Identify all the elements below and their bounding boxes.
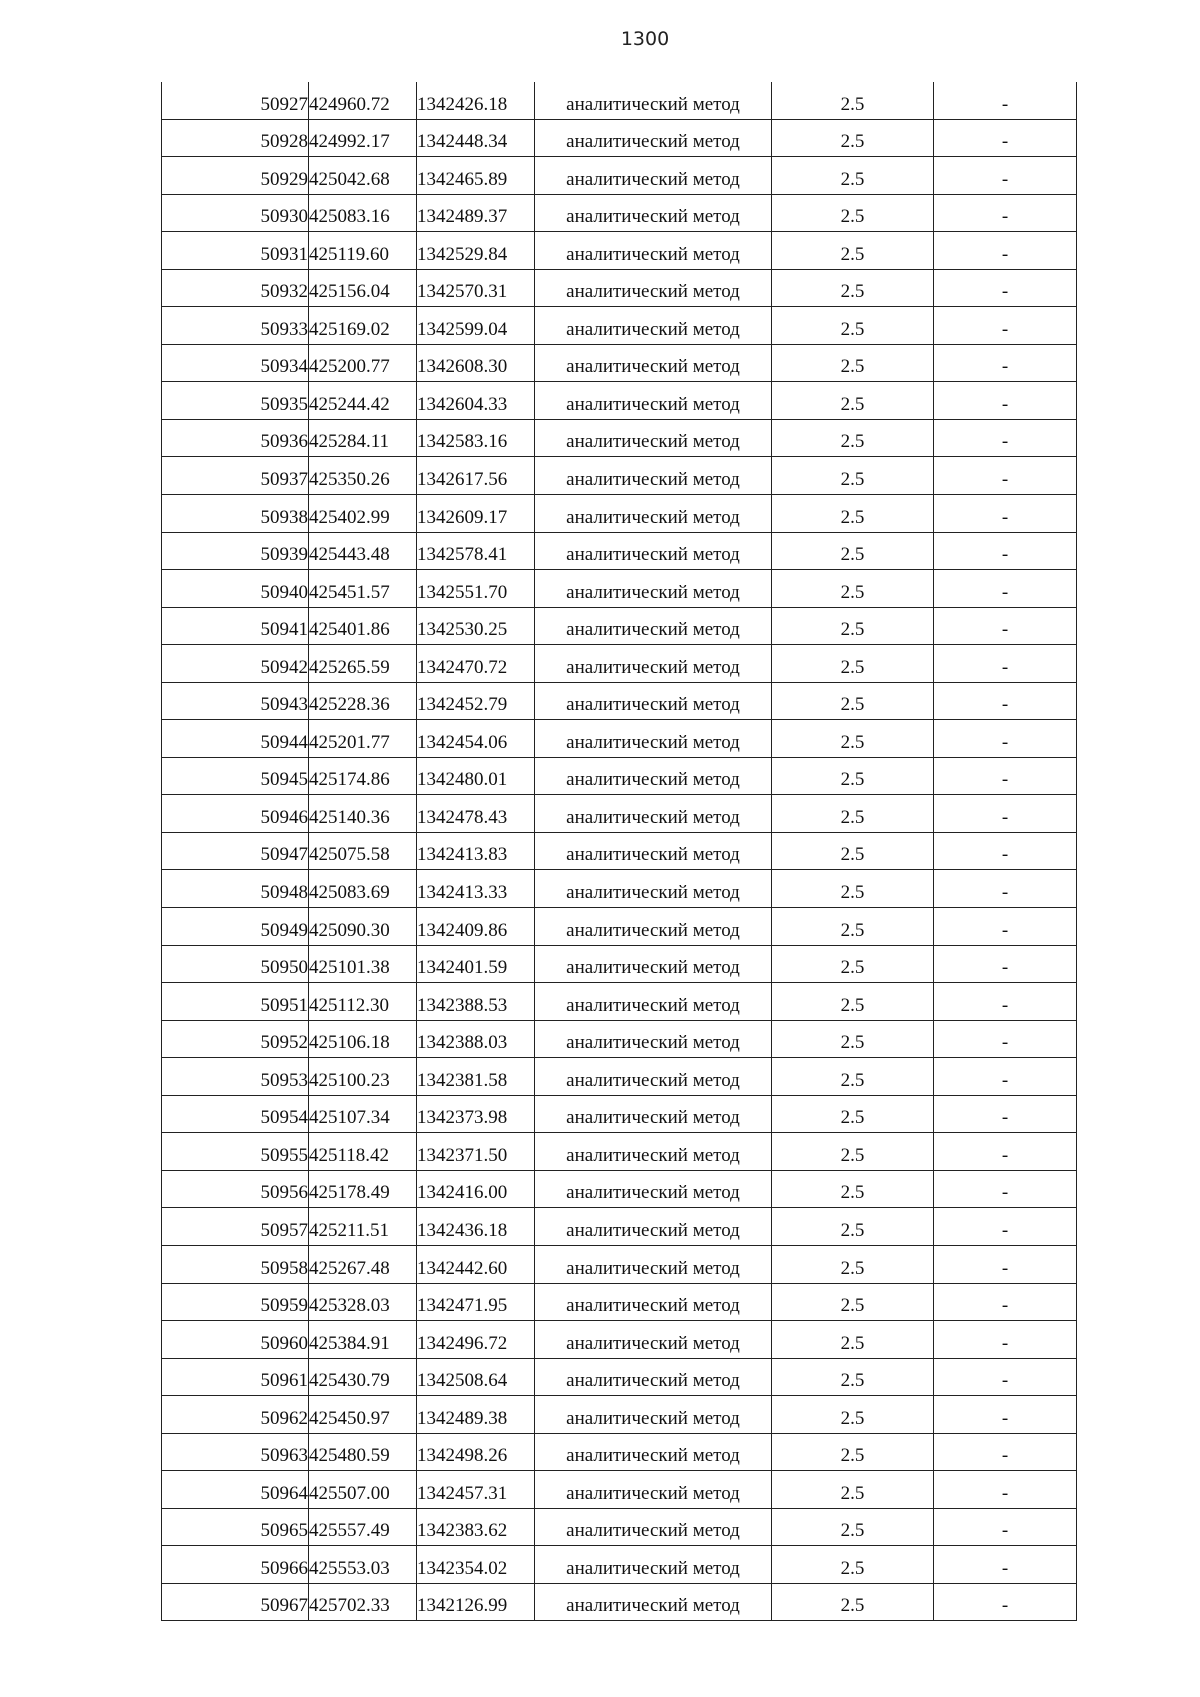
method-cell: аналитический метод bbox=[535, 382, 772, 420]
point-number-cell: 50942 bbox=[162, 645, 309, 683]
method-cell: аналитический метод bbox=[535, 419, 772, 457]
method-cell: аналитический метод bbox=[535, 1546, 772, 1584]
accuracy-cell: 2.5 bbox=[772, 1508, 934, 1546]
method-cell: аналитический метод bbox=[535, 607, 772, 645]
point-number-cell: 50963 bbox=[162, 1433, 309, 1471]
table-row bbox=[162, 795, 1077, 833]
table-row bbox=[162, 1095, 1077, 1133]
note-cell: - bbox=[934, 119, 1077, 157]
y-coordinate-cell: 1342570.31 bbox=[417, 269, 535, 307]
accuracy-cell: 2.5 bbox=[772, 1283, 934, 1321]
accuracy-cell: 2.5 bbox=[772, 1095, 934, 1133]
coordinates-table bbox=[161, 82, 1077, 1621]
x-coordinate-cell: 425100.23 bbox=[309, 1058, 417, 1096]
note-cell: - bbox=[934, 495, 1077, 533]
accuracy-cell: 2.5 bbox=[772, 870, 934, 908]
note-cell: - bbox=[934, 1433, 1077, 1471]
x-coordinate-cell: 425075.58 bbox=[309, 832, 417, 870]
table-row bbox=[162, 382, 1077, 420]
x-coordinate-cell: 425118.42 bbox=[309, 1133, 417, 1171]
accuracy-cell: 2.5 bbox=[772, 307, 934, 345]
y-coordinate-cell: 1342489.37 bbox=[417, 194, 535, 232]
y-coordinate-cell: 1342388.03 bbox=[417, 1020, 535, 1058]
accuracy-cell: 2.5 bbox=[772, 194, 934, 232]
coordinates-table-body bbox=[162, 82, 1077, 1621]
y-coordinate-cell: 1342609.17 bbox=[417, 495, 535, 533]
method-cell: аналитический метод bbox=[535, 870, 772, 908]
x-coordinate-cell: 425328.03 bbox=[309, 1283, 417, 1321]
note-cell: - bbox=[934, 757, 1077, 795]
table-row bbox=[162, 570, 1077, 608]
table-row bbox=[162, 682, 1077, 720]
point-number-cell: 50935 bbox=[162, 382, 309, 420]
method-cell: аналитический метод bbox=[535, 1471, 772, 1509]
accuracy-cell: 2.5 bbox=[772, 607, 934, 645]
table-row bbox=[162, 720, 1077, 758]
y-coordinate-cell: 1342126.99 bbox=[417, 1583, 535, 1621]
accuracy-cell: 2.5 bbox=[772, 382, 934, 420]
point-number-cell: 50949 bbox=[162, 908, 309, 946]
x-coordinate-cell: 425174.86 bbox=[309, 757, 417, 795]
table-row bbox=[162, 1546, 1077, 1584]
x-coordinate-cell: 425451.57 bbox=[309, 570, 417, 608]
x-coordinate-cell: 425267.48 bbox=[309, 1245, 417, 1283]
table-row bbox=[162, 645, 1077, 683]
method-cell: аналитический метод bbox=[535, 1508, 772, 1546]
note-cell: - bbox=[934, 532, 1077, 570]
point-number-cell: 50951 bbox=[162, 983, 309, 1021]
point-number-cell: 50933 bbox=[162, 307, 309, 345]
accuracy-cell: 2.5 bbox=[772, 1433, 934, 1471]
note-cell: - bbox=[934, 682, 1077, 720]
accuracy-cell: 2.5 bbox=[772, 1396, 934, 1434]
y-coordinate-cell: 1342436.18 bbox=[417, 1208, 535, 1246]
note-cell: - bbox=[934, 419, 1077, 457]
y-coordinate-cell: 1342457.31 bbox=[417, 1471, 535, 1509]
x-coordinate-cell: 425200.77 bbox=[309, 344, 417, 382]
accuracy-cell: 2.5 bbox=[772, 495, 934, 533]
x-coordinate-cell: 425201.77 bbox=[309, 720, 417, 758]
method-cell: аналитический метод bbox=[535, 983, 772, 1021]
y-coordinate-cell: 1342381.58 bbox=[417, 1058, 535, 1096]
accuracy-cell: 2.5 bbox=[772, 419, 934, 457]
point-number-cell: 50941 bbox=[162, 607, 309, 645]
y-coordinate-cell: 1342551.70 bbox=[417, 570, 535, 608]
x-coordinate-cell: 425101.38 bbox=[309, 945, 417, 983]
x-coordinate-cell: 425265.59 bbox=[309, 645, 417, 683]
table-row bbox=[162, 495, 1077, 533]
accuracy-cell: 2.5 bbox=[772, 645, 934, 683]
accuracy-cell: 2.5 bbox=[772, 908, 934, 946]
note-cell: - bbox=[934, 832, 1077, 870]
y-coordinate-cell: 1342465.89 bbox=[417, 157, 535, 195]
y-coordinate-cell: 1342608.30 bbox=[417, 344, 535, 382]
y-coordinate-cell: 1342480.01 bbox=[417, 757, 535, 795]
note-cell: - bbox=[934, 908, 1077, 946]
method-cell: аналитический метод bbox=[535, 1321, 772, 1359]
table-row bbox=[162, 757, 1077, 795]
note-cell: - bbox=[934, 1321, 1077, 1359]
accuracy-cell: 2.5 bbox=[772, 1583, 934, 1621]
accuracy-cell: 2.5 bbox=[772, 720, 934, 758]
y-coordinate-cell: 1342383.62 bbox=[417, 1508, 535, 1546]
page-number: 1300 bbox=[620, 28, 670, 50]
method-cell: аналитический метод bbox=[535, 1208, 772, 1246]
y-coordinate-cell: 1342452.79 bbox=[417, 682, 535, 720]
x-coordinate-cell: 425702.33 bbox=[309, 1583, 417, 1621]
method-cell: аналитический метод bbox=[535, 1396, 772, 1434]
y-coordinate-cell: 1342371.50 bbox=[417, 1133, 535, 1171]
accuracy-cell: 2.5 bbox=[772, 832, 934, 870]
method-cell: аналитический метод bbox=[535, 908, 772, 946]
note-cell: - bbox=[934, 720, 1077, 758]
table-row bbox=[162, 1433, 1077, 1471]
method-cell: аналитический метод bbox=[535, 1058, 772, 1096]
point-number-cell: 50952 bbox=[162, 1020, 309, 1058]
point-number-cell: 50950 bbox=[162, 945, 309, 983]
point-number-cell: 50944 bbox=[162, 720, 309, 758]
note-cell: - bbox=[934, 1583, 1077, 1621]
accuracy-cell: 2.5 bbox=[772, 1471, 934, 1509]
method-cell: аналитический метод bbox=[535, 457, 772, 495]
point-number-cell: 50947 bbox=[162, 832, 309, 870]
accuracy-cell: 2.5 bbox=[772, 1208, 934, 1246]
x-coordinate-cell: 425284.11 bbox=[309, 419, 417, 457]
table-row bbox=[162, 1245, 1077, 1283]
y-coordinate-cell: 1342448.34 bbox=[417, 119, 535, 157]
method-cell: аналитический метод bbox=[535, 1133, 772, 1171]
note-cell: - bbox=[934, 1245, 1077, 1283]
y-coordinate-cell: 1342529.84 bbox=[417, 232, 535, 270]
accuracy-cell: 2.5 bbox=[772, 757, 934, 795]
table-row bbox=[162, 232, 1077, 270]
y-coordinate-cell: 1342454.06 bbox=[417, 720, 535, 758]
point-number-cell: 50954 bbox=[162, 1095, 309, 1133]
accuracy-cell: 2.5 bbox=[772, 119, 934, 157]
accuracy-cell: 2.5 bbox=[772, 983, 934, 1021]
y-coordinate-cell: 1342508.64 bbox=[417, 1358, 535, 1396]
y-coordinate-cell: 1342413.83 bbox=[417, 832, 535, 870]
accuracy-cell: 2.5 bbox=[772, 269, 934, 307]
x-coordinate-cell: 425244.42 bbox=[309, 382, 417, 420]
y-coordinate-cell: 1342426.18 bbox=[417, 82, 535, 119]
accuracy-cell: 2.5 bbox=[772, 1020, 934, 1058]
point-number-cell: 50956 bbox=[162, 1170, 309, 1208]
note-cell: - bbox=[934, 645, 1077, 683]
method-cell: аналитический метод bbox=[535, 157, 772, 195]
table-row bbox=[162, 832, 1077, 870]
accuracy-cell: 2.5 bbox=[772, 232, 934, 270]
note-cell: - bbox=[934, 1058, 1077, 1096]
table-row bbox=[162, 194, 1077, 232]
accuracy-cell: 2.5 bbox=[772, 532, 934, 570]
point-number-cell: 50928 bbox=[162, 119, 309, 157]
y-coordinate-cell: 1342401.59 bbox=[417, 945, 535, 983]
table-row bbox=[162, 983, 1077, 1021]
y-coordinate-cell: 1342583.16 bbox=[417, 419, 535, 457]
method-cell: аналитический метод bbox=[535, 720, 772, 758]
point-number-cell: 50965 bbox=[162, 1508, 309, 1546]
y-coordinate-cell: 1342604.33 bbox=[417, 382, 535, 420]
y-coordinate-cell: 1342599.04 bbox=[417, 307, 535, 345]
x-coordinate-cell: 425106.18 bbox=[309, 1020, 417, 1058]
point-number-cell: 50931 bbox=[162, 232, 309, 270]
accuracy-cell: 2.5 bbox=[772, 1358, 934, 1396]
method-cell: аналитический метод bbox=[535, 532, 772, 570]
table-row bbox=[162, 1396, 1077, 1434]
method-cell: аналитический метод bbox=[535, 1095, 772, 1133]
y-coordinate-cell: 1342578.41 bbox=[417, 532, 535, 570]
accuracy-cell: 2.5 bbox=[772, 795, 934, 833]
y-coordinate-cell: 1342409.86 bbox=[417, 908, 535, 946]
point-number-cell: 50948 bbox=[162, 870, 309, 908]
method-cell: аналитический метод bbox=[535, 1170, 772, 1208]
point-number-cell: 50961 bbox=[162, 1358, 309, 1396]
note-cell: - bbox=[934, 1208, 1077, 1246]
y-coordinate-cell: 1342617.56 bbox=[417, 457, 535, 495]
x-coordinate-cell: 425169.02 bbox=[309, 307, 417, 345]
method-cell: аналитический метод bbox=[535, 1358, 772, 1396]
point-number-cell: 50936 bbox=[162, 419, 309, 457]
accuracy-cell: 2.5 bbox=[772, 82, 934, 119]
y-coordinate-cell: 1342489.38 bbox=[417, 1396, 535, 1434]
method-cell: аналитический метод bbox=[535, 232, 772, 270]
x-coordinate-cell: 425042.68 bbox=[309, 157, 417, 195]
x-coordinate-cell: 425557.49 bbox=[309, 1508, 417, 1546]
accuracy-cell: 2.5 bbox=[772, 945, 934, 983]
x-coordinate-cell: 425090.30 bbox=[309, 908, 417, 946]
x-coordinate-cell: 425553.03 bbox=[309, 1546, 417, 1584]
accuracy-cell: 2.5 bbox=[772, 682, 934, 720]
x-coordinate-cell: 424960.72 bbox=[309, 82, 417, 119]
note-cell: - bbox=[934, 983, 1077, 1021]
y-coordinate-cell: 1342442.60 bbox=[417, 1245, 535, 1283]
accuracy-cell: 2.5 bbox=[772, 457, 934, 495]
note-cell: - bbox=[934, 382, 1077, 420]
point-number-cell: 50943 bbox=[162, 682, 309, 720]
x-coordinate-cell: 425119.60 bbox=[309, 232, 417, 270]
note-cell: - bbox=[934, 1396, 1077, 1434]
method-cell: аналитический метод bbox=[535, 1020, 772, 1058]
method-cell: аналитический метод bbox=[535, 495, 772, 533]
note-cell: - bbox=[934, 795, 1077, 833]
accuracy-cell: 2.5 bbox=[772, 570, 934, 608]
accuracy-cell: 2.5 bbox=[772, 157, 934, 195]
note-cell: - bbox=[934, 1095, 1077, 1133]
point-number-cell: 50930 bbox=[162, 194, 309, 232]
note-cell: - bbox=[934, 82, 1077, 119]
table-row bbox=[162, 82, 1077, 119]
y-coordinate-cell: 1342354.02 bbox=[417, 1546, 535, 1584]
point-number-cell: 50957 bbox=[162, 1208, 309, 1246]
point-number-cell: 50967 bbox=[162, 1583, 309, 1621]
note-cell: - bbox=[934, 344, 1077, 382]
point-number-cell: 50962 bbox=[162, 1396, 309, 1434]
table-row bbox=[162, 1020, 1077, 1058]
x-coordinate-cell: 425083.69 bbox=[309, 870, 417, 908]
method-cell: аналитический метод bbox=[535, 795, 772, 833]
x-coordinate-cell: 425402.99 bbox=[309, 495, 417, 533]
point-number-cell: 50934 bbox=[162, 344, 309, 382]
note-cell: - bbox=[934, 1546, 1077, 1584]
point-number-cell: 50966 bbox=[162, 1546, 309, 1584]
accuracy-cell: 2.5 bbox=[772, 1170, 934, 1208]
method-cell: аналитический метод bbox=[535, 1283, 772, 1321]
table-row bbox=[162, 119, 1077, 157]
table-row bbox=[162, 157, 1077, 195]
method-cell: аналитический метод bbox=[535, 682, 772, 720]
note-cell: - bbox=[934, 607, 1077, 645]
table-row bbox=[162, 1283, 1077, 1321]
y-coordinate-cell: 1342413.33 bbox=[417, 870, 535, 908]
method-cell: аналитический метод bbox=[535, 1245, 772, 1283]
point-number-cell: 50929 bbox=[162, 157, 309, 195]
y-coordinate-cell: 1342388.53 bbox=[417, 983, 535, 1021]
accuracy-cell: 2.5 bbox=[772, 344, 934, 382]
point-number-cell: 50945 bbox=[162, 757, 309, 795]
note-cell: - bbox=[934, 1133, 1077, 1171]
note-cell: - bbox=[934, 1508, 1077, 1546]
point-number-cell: 50958 bbox=[162, 1245, 309, 1283]
y-coordinate-cell: 1342530.25 bbox=[417, 607, 535, 645]
point-number-cell: 50940 bbox=[162, 570, 309, 608]
point-number-cell: 50938 bbox=[162, 495, 309, 533]
method-cell: аналитический метод bbox=[535, 119, 772, 157]
table-row bbox=[162, 945, 1077, 983]
y-coordinate-cell: 1342416.00 bbox=[417, 1170, 535, 1208]
y-coordinate-cell: 1342496.72 bbox=[417, 1321, 535, 1359]
x-coordinate-cell: 425384.91 bbox=[309, 1321, 417, 1359]
x-coordinate-cell: 425507.00 bbox=[309, 1471, 417, 1509]
y-coordinate-cell: 1342478.43 bbox=[417, 795, 535, 833]
x-coordinate-cell: 425228.36 bbox=[309, 682, 417, 720]
method-cell: аналитический метод bbox=[535, 945, 772, 983]
table-row bbox=[162, 870, 1077, 908]
table-row bbox=[162, 457, 1077, 495]
table-row bbox=[162, 607, 1077, 645]
note-cell: - bbox=[934, 307, 1077, 345]
x-coordinate-cell: 425480.59 bbox=[309, 1433, 417, 1471]
x-coordinate-cell: 425450.97 bbox=[309, 1396, 417, 1434]
accuracy-cell: 2.5 bbox=[772, 1245, 934, 1283]
point-number-cell: 50964 bbox=[162, 1471, 309, 1509]
x-coordinate-cell: 425156.04 bbox=[309, 269, 417, 307]
note-cell: - bbox=[934, 945, 1077, 983]
table-row bbox=[162, 1583, 1077, 1621]
x-coordinate-cell: 425430.79 bbox=[309, 1358, 417, 1396]
point-number-cell: 50932 bbox=[162, 269, 309, 307]
x-coordinate-cell: 425107.34 bbox=[309, 1095, 417, 1133]
accuracy-cell: 2.5 bbox=[772, 1058, 934, 1096]
method-cell: аналитический метод bbox=[535, 1433, 772, 1471]
table-row bbox=[162, 269, 1077, 307]
note-cell: - bbox=[934, 1020, 1077, 1058]
table-row bbox=[162, 344, 1077, 382]
point-number-cell: 50959 bbox=[162, 1283, 309, 1321]
method-cell: аналитический метод bbox=[535, 344, 772, 382]
accuracy-cell: 2.5 bbox=[772, 1133, 934, 1171]
method-cell: аналитический метод bbox=[535, 194, 772, 232]
x-coordinate-cell: 425401.86 bbox=[309, 607, 417, 645]
y-coordinate-cell: 1342498.26 bbox=[417, 1433, 535, 1471]
method-cell: аналитический метод bbox=[535, 307, 772, 345]
method-cell: аналитический метод bbox=[535, 645, 772, 683]
table-row bbox=[162, 1321, 1077, 1359]
x-coordinate-cell: 425083.16 bbox=[309, 194, 417, 232]
point-number-cell: 50946 bbox=[162, 795, 309, 833]
note-cell: - bbox=[934, 1358, 1077, 1396]
method-cell: аналитический метод bbox=[535, 269, 772, 307]
table-row bbox=[162, 908, 1077, 946]
x-coordinate-cell: 425178.49 bbox=[309, 1170, 417, 1208]
table-row bbox=[162, 1208, 1077, 1246]
point-number-cell: 50927 bbox=[162, 82, 309, 119]
table-row bbox=[162, 1358, 1077, 1396]
point-number-cell: 50937 bbox=[162, 457, 309, 495]
note-cell: - bbox=[934, 232, 1077, 270]
x-coordinate-cell: 424992.17 bbox=[309, 119, 417, 157]
x-coordinate-cell: 425350.26 bbox=[309, 457, 417, 495]
method-cell: аналитический метод bbox=[535, 757, 772, 795]
method-cell: аналитический метод bbox=[535, 82, 772, 119]
table-row bbox=[162, 1058, 1077, 1096]
x-coordinate-cell: 425112.30 bbox=[309, 983, 417, 1021]
method-cell: аналитический метод bbox=[535, 832, 772, 870]
accuracy-cell: 2.5 bbox=[772, 1546, 934, 1584]
table-row bbox=[162, 1471, 1077, 1509]
table-row bbox=[162, 307, 1077, 345]
method-cell: аналитический метод bbox=[535, 1583, 772, 1621]
table-row bbox=[162, 1170, 1077, 1208]
table-row bbox=[162, 1133, 1077, 1171]
y-coordinate-cell: 1342470.72 bbox=[417, 645, 535, 683]
accuracy-cell: 2.5 bbox=[772, 1321, 934, 1359]
note-cell: - bbox=[934, 269, 1077, 307]
x-coordinate-cell: 425443.48 bbox=[309, 532, 417, 570]
table-row bbox=[162, 532, 1077, 570]
note-cell: - bbox=[934, 157, 1077, 195]
point-number-cell: 50955 bbox=[162, 1133, 309, 1171]
note-cell: - bbox=[934, 1170, 1077, 1208]
method-cell: аналитический метод bbox=[535, 570, 772, 608]
y-coordinate-cell: 1342373.98 bbox=[417, 1095, 535, 1133]
note-cell: - bbox=[934, 194, 1077, 232]
point-number-cell: 50953 bbox=[162, 1058, 309, 1096]
note-cell: - bbox=[934, 457, 1077, 495]
point-number-cell: 50939 bbox=[162, 532, 309, 570]
y-coordinate-cell: 1342471.95 bbox=[417, 1283, 535, 1321]
x-coordinate-cell: 425211.51 bbox=[309, 1208, 417, 1246]
table-row bbox=[162, 1508, 1077, 1546]
table-row bbox=[162, 419, 1077, 457]
note-cell: - bbox=[934, 1283, 1077, 1321]
note-cell: - bbox=[934, 870, 1077, 908]
x-coordinate-cell: 425140.36 bbox=[309, 795, 417, 833]
note-cell: - bbox=[934, 1471, 1077, 1509]
point-number-cell: 50960 bbox=[162, 1321, 309, 1359]
note-cell: - bbox=[934, 570, 1077, 608]
